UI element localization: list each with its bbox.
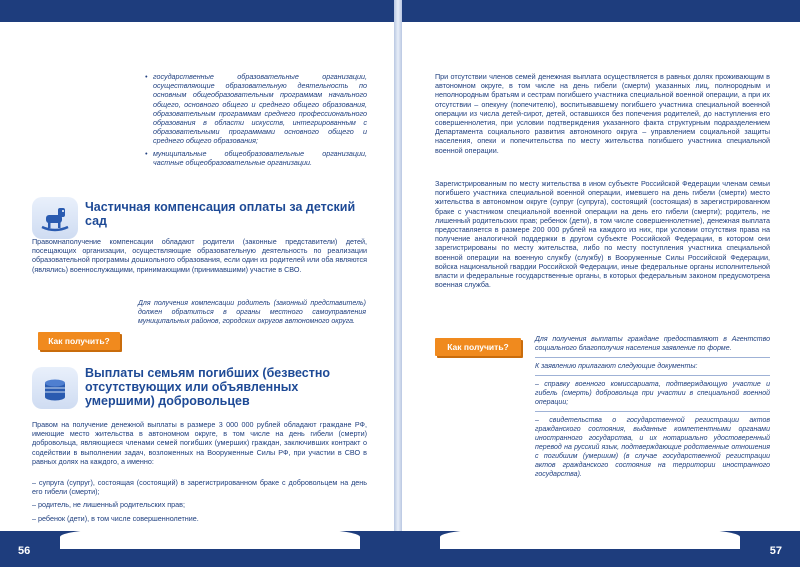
right-note-intro: Для получения выплаты граждане предоставляют в Агентство социального благополучия населения заявление по форме. xyxy=(535,336,770,352)
page-number-left: 56 xyxy=(18,545,31,557)
list-item: – родитель, не лишенный родительских прав; xyxy=(32,500,185,510)
right-note-docs-title: К заявлению прилагают следующие документы: xyxy=(535,363,698,370)
payments-recipient-list xyxy=(32,478,367,527)
list-item: – супруга (супруг), состоящая (состоящий) в зарегистрированном браке с добровольцем на день его гибели (смерти); xyxy=(32,478,367,497)
footer-wave-left xyxy=(60,525,360,549)
compensation-note: Для получения компенсации родитель (законный представитель) должен обратиться в органы местного самоуправления муниципальных районов, городских округов автономного округа. xyxy=(138,300,366,325)
right-note-block xyxy=(535,335,770,479)
page-number-right: 57 xyxy=(769,545,782,557)
coin-stack-icon xyxy=(32,367,78,409)
list-item: – ребенок (дети), в том числе совершеннолетние. xyxy=(32,513,199,523)
left-page xyxy=(0,22,394,542)
bullet-item: • государственные образовательные организации, осуществляющие образовательную деятельность по основным общеобразовательным программам начального общего, основного общего и среднего общего образования, образовательным программам среднего профессионального образования в области искусств, интегрированным с образовательными программами основного общего и среднего общего образования; xyxy=(145,72,367,146)
how-to-get-button-right[interactable]: Как получить? xyxy=(435,338,521,356)
divider xyxy=(535,357,770,358)
right-paragraph-2: Зарегистрированным по месту жительства в ином субъекте Российской Федерации членам семьи погибшего участника специальной военной операции, имевшего на день гибели (смерти) место жительства в автономном округе (супруг (супруга), состоящий (состоящая) в зарегистрированном браке с участником специальной военной операции на день его гибели (смерти); родитель, не лишенный родительских прав; ребенок (дети), в том числе совершеннолетние), денежная выплата предоставляется в размере 200 000 рублей на каждого из них, при условии отсутствия права на получение аналогичной поддержки в другом субъекте Российской Федерации, в котором они зарегистрированы по месту жительства, либо по месту поступления участника специальной военной операции на военную службу (службу) в Вооруженные Силы Российской Федерации, войска национальной гвардии Российской Федерации, иные федеральные органы исполнительной власти и федеральные государственные органы, в которых федеральным законом предусмотрена военная служба. xyxy=(435,179,770,290)
payments-body: Правом на получение денежной выплаты в размере 3 000 000 рублей обладают граждане РФ, имеющие место жительства в автономном округе, в том числе на день гибели (смерти) добровольца, являющиеся членами семей погибших (умерших) граждан, заключивших контракт о содействии в выполнении задач, возложенных на Вооруженные Силы РФ, при участии в СВО в равных долях на каждого, а именно: xyxy=(32,420,367,466)
how-to-get-button[interactable]: Как получить? xyxy=(38,332,120,350)
top-bullet-list xyxy=(145,72,367,170)
divider xyxy=(535,411,770,412)
footer-wave-right xyxy=(440,525,740,549)
book-gutter xyxy=(394,0,402,567)
list-item: – справку военного комиссариата, подтверждающую участие и гибель (смерть) добровольца при участии в специальной военной операции; xyxy=(535,381,770,406)
right-page xyxy=(402,22,800,542)
divider xyxy=(535,375,770,376)
section-title-compensation: Частичная компенсация оплаты за детский сад xyxy=(85,200,356,228)
list-item: – свидетельства о государственной регистрации актов гражданского состояния, выданные компетентными органами иностранного государства, и их нотариально удостоверенный перевод на русский язык, подтверждающие родственные отношения с погибшим (умершим) (в случае государственной регистрации актов гражданского состояния на территории иностранного государства). xyxy=(535,417,770,478)
section-title-payments: Выплаты семьям погибших (безвестно отсутствующих или объявленных умершими) добровольцев xyxy=(85,366,331,408)
right-paragraph-1: При отсутствии членов семей денежная выплата осуществляется в равных долях проживающим в автономном округе, в том числе на день гибели (смерти) указанных лиц, полнородным и неполнородным братьям и сестрам погибшего участника специальной военной операции, а при их отсутствии – опекуну (попечителю), воспитывавшему погибшего участника специальной военной операции из числа детей-сирот, детей, оставшихся без попечения родителей, до наступления его совершеннолетия, при условии подтверждения указанного факта структурным подразделением Департамента социального развития автономного округа – управлением социальной защиты населения, опеки и попечительства по месту жительства погибшего участника специальной военной операции. xyxy=(435,72,770,155)
bullet-item: • муниципальные общеобразовательные организации, частные общеобразовательные организации. xyxy=(145,149,367,167)
rocking-horse-icon xyxy=(32,197,78,239)
compensation-body: Правомнаполучение компенсации обладают родители (законные представители) детей, посещающих организации, осуществляющие образовательную деятельность по реализации образовательной программы дошкольного образования, если один из родителей или оба являются (являлись) военнослужащими, принимающими (принимавшими) участие в СВО. xyxy=(32,237,367,274)
